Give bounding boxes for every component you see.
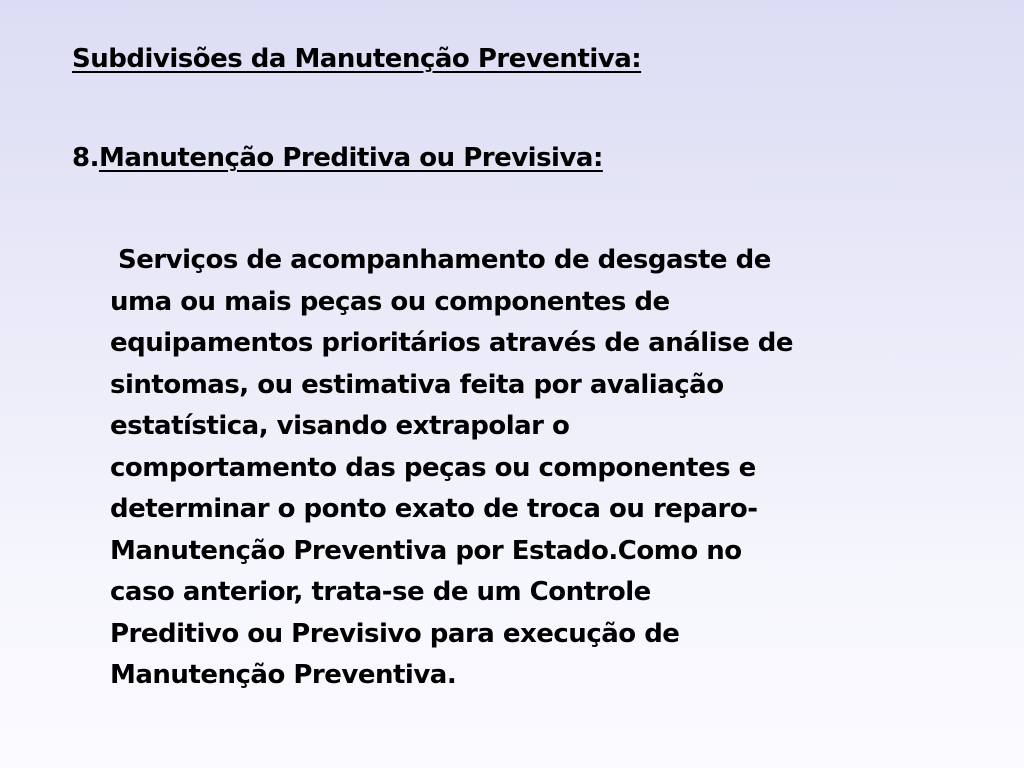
body-line: estatística, visando extrapolar o: [110, 411, 570, 441]
item-heading: [72, 143, 603, 173]
body-line: sintomas, ou estimativa feita por avaliação: [110, 369, 724, 400]
body-line: equipamentos prioritários através de análise de: [110, 328, 793, 358]
body-line: Manutenção Preventiva.: [110, 660, 457, 690]
body-line: Manutenção Preventiva por Estado.Como no: [110, 535, 742, 566]
body-paragraph: [110, 240, 910, 697]
body-line: determinar o ponto exato de troca ou reparo-: [110, 494, 758, 524]
body-line: Preditivo ou Previsivo para execução de: [110, 618, 680, 649]
body-line: caso anterior, trata-se de um Controle: [110, 577, 651, 607]
item-label: Manutenção Preditiva ou Previsiva:: [98, 143, 603, 173]
body-line: uma ou mais peças ou componentes de: [110, 286, 670, 317]
body-line: comportamento das peças ou componentes e: [110, 452, 756, 483]
body-line: Serviços de acompanhamento de desgaste de: [118, 245, 771, 275]
slide-title: Subdivisões da Manutenção Preventiva:: [72, 44, 642, 74]
item-number: 8.: [72, 143, 99, 173]
